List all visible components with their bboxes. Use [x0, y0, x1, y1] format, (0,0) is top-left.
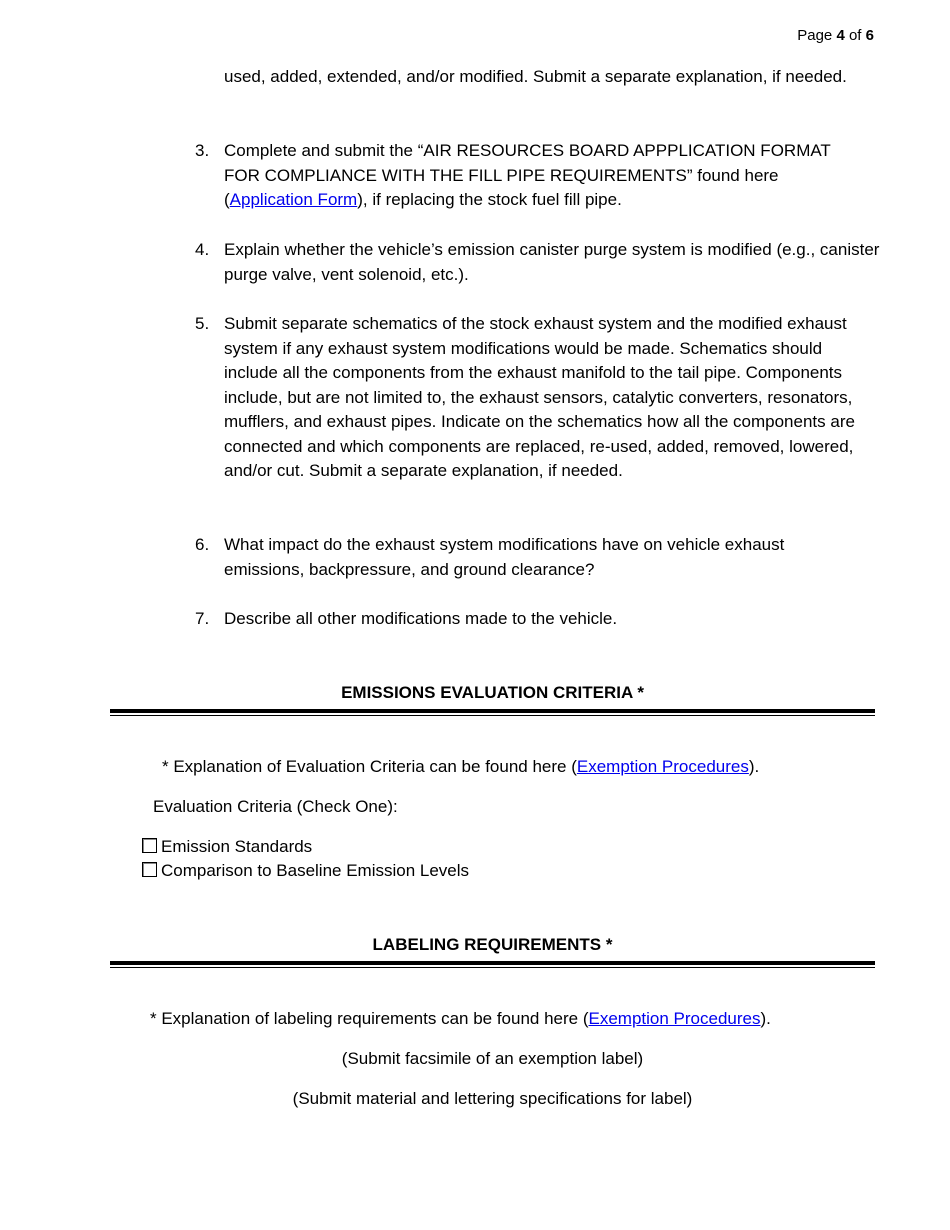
evaluation-criteria-label: Evaluation Criteria (Check One):	[153, 797, 398, 816]
item-4-number: 4.	[195, 240, 210, 259]
item-3-text: Complete and submit the “AIR RESOURCES BOARD APPPLICATION FORMAT FOR COMPLIANCE WITH THE FILL PIPE REQUIREMENTS” found here (Application Form), if replacing the stock fuel fill pipe.	[224, 141, 831, 209]
label-specifications-note: (Submit material and lettering specifications for label)	[292, 1089, 693, 1108]
labeling-heading: LABELING REQUIREMENTS *	[372, 935, 613, 954]
page-number: Page 4 of 6	[797, 27, 874, 44]
item-5-number: 5.	[195, 314, 210, 333]
emission-standards-checkbox[interactable]	[142, 838, 157, 853]
baseline-comparison-checkbox[interactable]	[142, 862, 157, 877]
application-form-link[interactable]: Application Form	[229, 190, 358, 209]
item-4-text: Explain whether the vehicle’s emission canister purge system is modified (e.g., canister purge valve, vent solenoid, etc.).	[224, 240, 880, 284]
item-6-text: What impact do the exhaust system modifications have on vehicle exhaust emissions, backpressure, and ground clearance?	[224, 535, 785, 579]
baseline-comparison-label: Comparison to Baseline Emission Levels	[161, 861, 470, 880]
labeling-heading-rule	[110, 961, 875, 968]
label-facsimile-note: (Submit facsimile of an exemption label)	[341, 1049, 644, 1068]
item-5-text: Submit separate schematics of the stock exhaust system and the modified exhaust system if any exhaust system modifications would be made. Schematics should include all the components from the exhaust manifold to the tail pipe. Components include, but are not limited to, the exhaust sensors, catalytic converters, resonators, mufflers, and exhaust pipes. Indicate on the schematics how all the components are connected and which components are replaced, re-used, added, removed, lowered, and/or cut. Submit a separate explanation, if needed.	[224, 314, 855, 480]
continued-paragraph: used, added, extended, and/or modified. Submit a separate explanation, if needed.	[224, 67, 847, 86]
emissions-note: * Explanation of Evaluation Criteria can be found here (Exemption Procedures).	[162, 757, 760, 776]
emissions-heading: EMISSIONS EVALUATION CRITERIA *	[341, 683, 644, 702]
emission-standards-label: Emission Standards	[161, 837, 313, 856]
item-7-number: 7.	[195, 609, 210, 628]
emissions-heading-rule	[110, 709, 875, 716]
labeling-exemption-procedures-link[interactable]: Exemption Procedures	[588, 1009, 761, 1028]
item-3-number: 3.	[195, 141, 210, 160]
labeling-note: * Explanation of labeling requirements can be found here (Exemption Procedures).	[150, 1009, 771, 1028]
item-7-text: Describe all other modifications made to the vehicle.	[224, 609, 618, 628]
exemption-procedures-link[interactable]: Exemption Procedures	[576, 757, 749, 776]
item-6-number: 6.	[195, 535, 210, 554]
